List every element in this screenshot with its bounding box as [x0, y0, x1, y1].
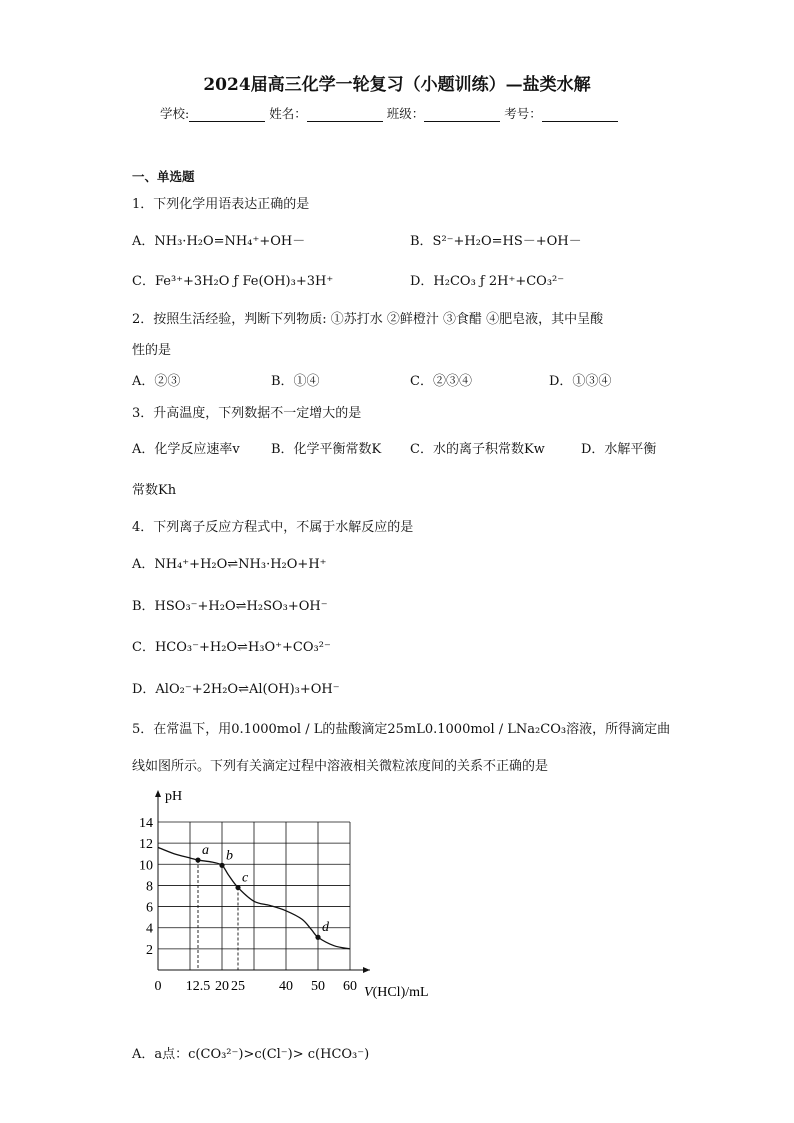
q4-stem: 4．下列离子反应方程式中，不属于水解反应的是 [132, 520, 414, 535]
y-axis-label: pH [165, 789, 183, 804]
q4-option-b: B．HSO₃⁻+H₂O⇌H₂SO₃+OH⁻ [132, 599, 328, 614]
q1-stem: 1．下列化学用语表达正确的是 [132, 197, 310, 212]
y-axis-arrow [155, 790, 161, 797]
point-a [195, 857, 200, 862]
q4-option-d: D．AlO₂⁻+2H₂O⇌Al(OH)₃+OH⁻ [132, 682, 340, 697]
q1-option-c: C．Fe³⁺+3H₂O ƒ Fe(OH)₃+3H⁺ [132, 274, 334, 289]
section-heading: 一、单选题 [132, 169, 195, 184]
class-label: 班级： [386, 106, 425, 121]
number-label: 考号： [504, 106, 542, 121]
chart-axes [155, 789, 429, 1000]
name-field[interactable] [307, 108, 383, 122]
student-info [160, 104, 618, 122]
class-field[interactable] [424, 108, 500, 122]
point-b [219, 863, 224, 868]
q3-option-d-cont: 常数Kh [132, 483, 177, 498]
chart-ticks [139, 816, 357, 994]
chart-grid [158, 822, 350, 970]
q4-option-c: C．HCO₃⁻+H₂O⇌H₃O⁺+CO₃²⁻ [132, 640, 331, 655]
x-axis-label: V(HCl)/mL [364, 985, 429, 1000]
q1-option-d: D．H₂CO₃ ƒ 2H⁺+CO₃²⁻ [410, 274, 565, 289]
x-tick-label: 40 [279, 979, 293, 994]
y-tick-label: 14 [139, 816, 153, 831]
x-tick-label: 60 [343, 979, 357, 994]
x-tick-label: 25 [231, 979, 245, 994]
y-tick-label: 10 [139, 858, 153, 874]
page-title: 2024届高三化学一轮复习（小题训练）—盐类水解 [203, 75, 591, 95]
q5-stem-line2: 线如图所示。下列有关滴定过程中溶液相关微粒浓度间的关系不正确的是 [132, 759, 549, 774]
number-field[interactable] [542, 108, 618, 122]
y-tick-label: 6 [146, 900, 153, 916]
point-c [235, 885, 240, 890]
q2-option-a: A．②③ [132, 374, 181, 389]
q1-option-b: B．S²⁻+H₂O=HS－+OH－ [410, 234, 582, 249]
x-axis-arrow [363, 967, 370, 973]
school-label: 学校: [160, 106, 190, 121]
q5-option-a: A．a点：c(CO₃²⁻)>c(Cl⁻)> c(HCO₃⁻) [132, 1047, 370, 1062]
y-tick-label: 12 [139, 837, 153, 853]
name-label: 姓名： [269, 106, 307, 121]
q2-option-b: B．①④ [271, 374, 320, 389]
point-label-b: b [226, 848, 233, 864]
titration-chart [128, 784, 458, 1024]
q3-option-d: D．水解平衡 [581, 442, 657, 457]
q3-stem: 3．升高温度，下列数据不一定增大的是 [132, 406, 362, 421]
y-tick-label: 8 [146, 879, 153, 895]
point-label-d: d [322, 920, 329, 936]
q5-stem-line1: 5．在常温下，用0.1000mol / L的盐酸滴定25mL0.1000mol / LNa₂CO₃溶液，所得滴定曲 [132, 722, 671, 737]
x-tick-label: 20 [215, 979, 229, 994]
q1-option-a: A．NH₃·H₂O=NH₄⁺+OH－ [132, 234, 306, 249]
point-label-a: a [202, 843, 209, 859]
point-d [315, 935, 320, 940]
q3-option-b: B．化学平衡常数K [271, 442, 382, 457]
school-field[interactable] [189, 108, 265, 122]
q2-option-d: D．①③④ [549, 374, 612, 389]
x-tick-label: 50 [311, 979, 325, 994]
q2-stem-line1: 2．按照生活经验，判断下列物质: ①苏打水 ②鲜橙汁 ③食醋 ④肥皂液，其中呈酸 [132, 312, 604, 327]
x-tick-label: 0 [154, 979, 162, 994]
y-tick-label: 2 [146, 942, 153, 958]
q4-option-a: A．NH₄⁺+H₂O⇌NH₃·H₂O+H⁺ [132, 557, 327, 572]
y-tick-label: 4 [146, 921, 153, 937]
x-tick-label: 12.5 [185, 979, 211, 994]
q2-option-c: C．②③④ [410, 374, 472, 389]
q3-option-a: A．化学反应速率v [132, 442, 240, 457]
q3-option-c: C．水的离子积常数Kw [410, 442, 545, 457]
q2-stem-line2: 性的是 [132, 343, 172, 358]
point-label-c: c [242, 870, 249, 886]
